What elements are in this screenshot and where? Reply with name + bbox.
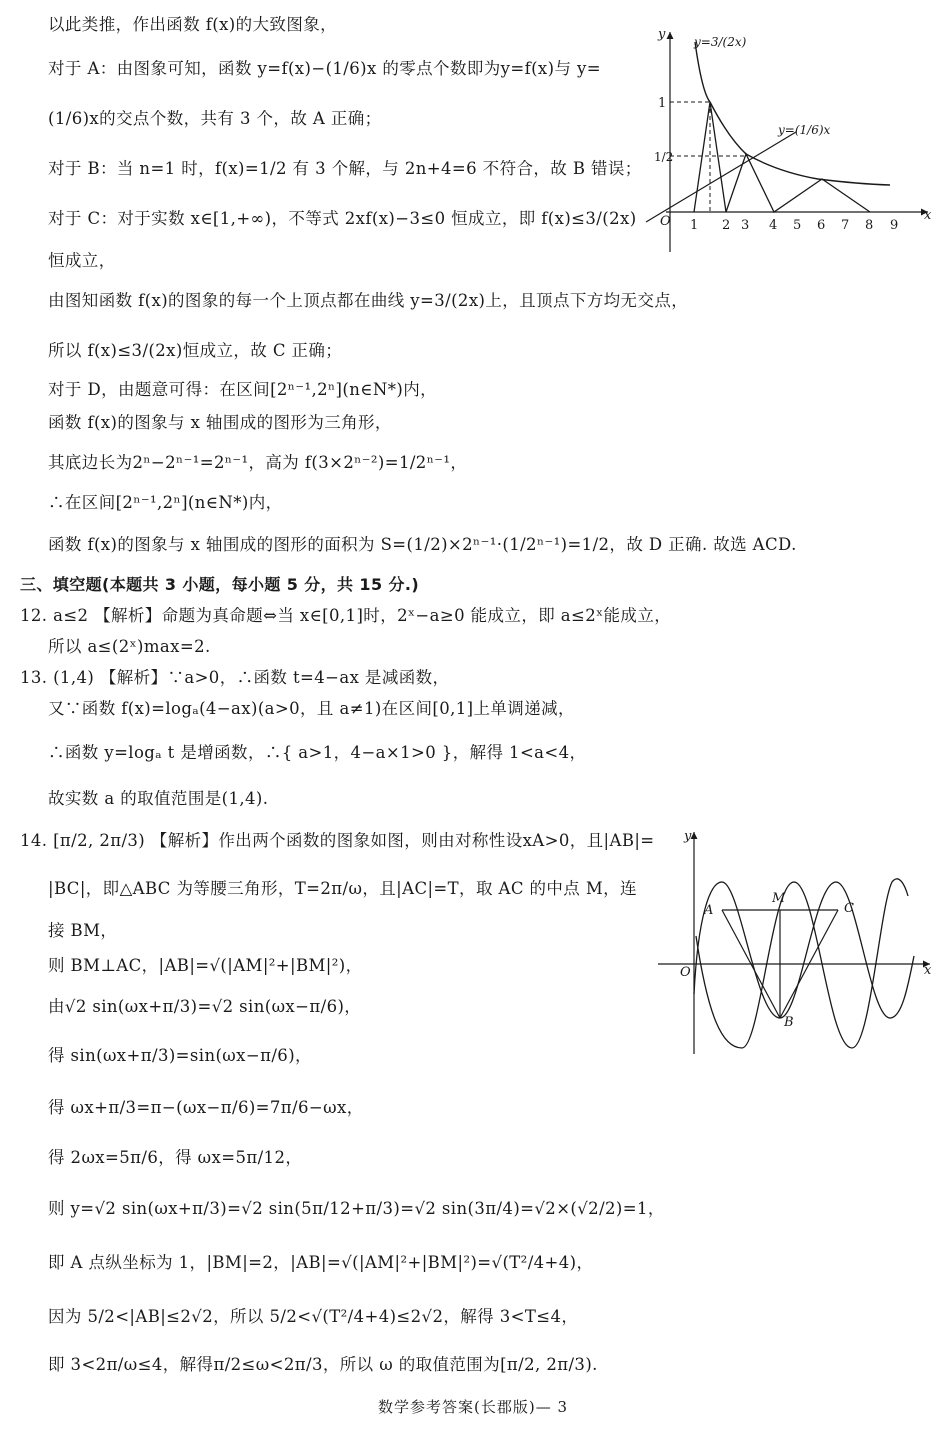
fig1-xtick-3: 3 xyxy=(741,218,750,233)
section-heading: 三、填空题(本题共 3 小题，每小题 5 分，共 15 分.) xyxy=(20,575,420,594)
fig1-curve-3-over-2x xyxy=(695,42,890,185)
fig1-ytick-half: 1/2 xyxy=(654,150,674,164)
figure-2-svg xyxy=(656,826,940,1058)
fig1-xtick-2: 2 xyxy=(722,218,731,233)
text-line-31: 因为 5/2<|AB|≤2√2，所以 5/2<√(T²/4+4)≤2√2，解得 3<T≤4， xyxy=(48,1307,579,1326)
fig1-f-of-x-polyline xyxy=(694,102,870,212)
text-line-17: 13. (1,4) 【解析】∵a>0，∴函数 t=4−ax 是减函数， xyxy=(20,668,450,687)
fig1-origin-label: O xyxy=(660,214,671,229)
fig1-xtick-6: 6 xyxy=(817,218,826,233)
text-line-24: 则 BM⊥AC，|AB|=√(|AM|²+|BM|²)， xyxy=(48,956,363,975)
text-line-18: 又∵函数 f(x)=logₐ(4−ax)(a>0，且 a≠1)在区间[0,1]上单调递减， xyxy=(48,699,575,718)
text-line-29: 则 y=√2 sin(ωx+π/3)=√2 sin(5π/12+π/3)=√2 sin(3π/4)=√2×(√2/2)=1， xyxy=(48,1199,665,1218)
figure-1-svg xyxy=(628,22,938,260)
text-line-2: 对于 A：由图象可知，函数 y=f(x)−(1/6)x 的零点个数即为y=f(x)与 y= xyxy=(48,59,601,78)
fig2-origin-label: O xyxy=(680,965,691,980)
text-line-22: |BC|，即△ABC 为等腰三角形，T=2π/ω，且|AC|=T，取 AC 的中点 M，连 xyxy=(48,879,637,898)
text-line-19: ∴函数 y=logₐ t 是增函数，∴{ a>1，4−a×1>0 }，解得 1<a<4， xyxy=(48,743,587,762)
fig2-y-label: y xyxy=(684,829,692,844)
fig1-xtick-9: 9 xyxy=(890,218,899,233)
fig1-ytick-1: 1 xyxy=(658,96,667,111)
fig2-point-A: A xyxy=(704,903,714,918)
text-line-30: 即 A 点纵坐标为 1，|BM|=2，|AB|=√(|AM|²+|BM|²)=√(T²/4+4)， xyxy=(48,1253,594,1272)
text-line-16: 所以 a≤(2ˣ)max=2. xyxy=(48,637,211,656)
figure-function-graph xyxy=(628,22,938,260)
text-line-26: 得 sin(ωx+π/3)=sin(ωx−π/6)， xyxy=(48,1046,312,1065)
fig2-sine-curve-1 xyxy=(694,882,914,1018)
fig1-xtick-1: 1 xyxy=(690,218,699,233)
fig2-point-B: B xyxy=(784,1015,794,1030)
text-line-20: 故实数 a 的取值范围是(1,4). xyxy=(48,789,269,808)
text-line-11: 其底边长为2ⁿ−2ⁿ⁻¹=2ⁿ⁻¹，高为 f(3×2ⁿ⁻²)=1/2ⁿ⁻¹， xyxy=(48,453,468,472)
text-line-32: 即 3<2π/ω≤4，解得π/2≤ω<2π/3，所以 ω 的取值范围为[π/2, 2π/3). xyxy=(48,1355,598,1374)
text-line-12: ∴在区间[2ⁿ⁻¹,2ⁿ](n∈N*)内， xyxy=(48,493,283,512)
fig2-x-label: x xyxy=(924,963,932,978)
fig1-curve-label: y=3/(2x) xyxy=(694,35,747,49)
fig1-line-label: y=(1/6)x xyxy=(778,123,831,137)
fig1-xtick-8: 8 xyxy=(865,218,874,233)
figure-sine-graph xyxy=(656,826,940,1058)
fig2-point-C: C xyxy=(844,901,854,916)
text-line-1: 以此类推，作出函数 f(x)的大致图象， xyxy=(48,15,338,34)
text-line-6: 恒成立， xyxy=(48,251,116,270)
text-line-5: 对于 C：对于实数 x∈[1,+∞)，不等式 2xf(x)−3≤0 恒成立，即 f(x)≤3/(2x) xyxy=(48,209,637,228)
text-line-8: 所以 f(x)≤3/(2x)恒成立，故 C 正确； xyxy=(48,341,343,360)
text-line-23: 接 BM， xyxy=(48,921,118,940)
text-line-28: 得 2ωx=5π/6，得 ωx=5π/12， xyxy=(48,1148,303,1167)
fig1-xtick-5: 5 xyxy=(793,218,802,233)
text-line-21: 14. [π/2, 2π/3) 【解析】作出两个函数的图象如图，则由对称性设xA>0，且|AB|= xyxy=(20,831,655,850)
text-line-9: 对于 D，由题意可得：在区间[2ⁿ⁻¹,2ⁿ](n∈N*)内， xyxy=(48,380,437,399)
text-line-3: (1/6)x的交点个数，共有 3 个，故 A 正确； xyxy=(48,109,382,128)
text-line-25: 由√2 sin(ωx+π/3)=√2 sin(ωx−π/6)， xyxy=(48,997,362,1016)
fig2-point-M: M xyxy=(772,891,786,906)
fig1-xtick-7: 7 xyxy=(841,218,850,233)
fig1-y-label: y xyxy=(658,27,666,42)
text-line-15: 12. a≤2 【解析】命题为真命题⇔当 x∈[0,1]时，2ˣ−a≥0 能成立，即 a≤2ˣ能成立， xyxy=(20,606,672,625)
text-line-10: 函数 f(x)的图象与 x 轴围成的图形为三角形， xyxy=(48,413,392,432)
text-line-13: 函数 f(x)的图象与 x 轴围成的图形的面积为 S=(1/2)×2ⁿ⁻¹·(1/2ⁿ⁻¹)=1/2，故 D 正确. 故选 ACD. xyxy=(48,535,797,554)
text-line-4: 对于 B：当 n=1 时，f(x)=1/2 有 3 个解，与 2n+4=6 不符合，故 B 错误； xyxy=(48,159,642,178)
page-footer: 数学参考答案(长郡版)— 3 xyxy=(378,1398,569,1416)
text-line-27: 得 ωx+π/3=π−(ωx−π/6)=7π/6−ωx， xyxy=(48,1098,364,1117)
text-line-7: 由图知函数 f(x)的图象的每一个上顶点都在曲线 y=3/(2x)上，且顶点下方均无交点， xyxy=(48,291,689,310)
fig1-xtick-4: 4 xyxy=(769,218,778,233)
fig1-x-label: x xyxy=(924,208,932,223)
